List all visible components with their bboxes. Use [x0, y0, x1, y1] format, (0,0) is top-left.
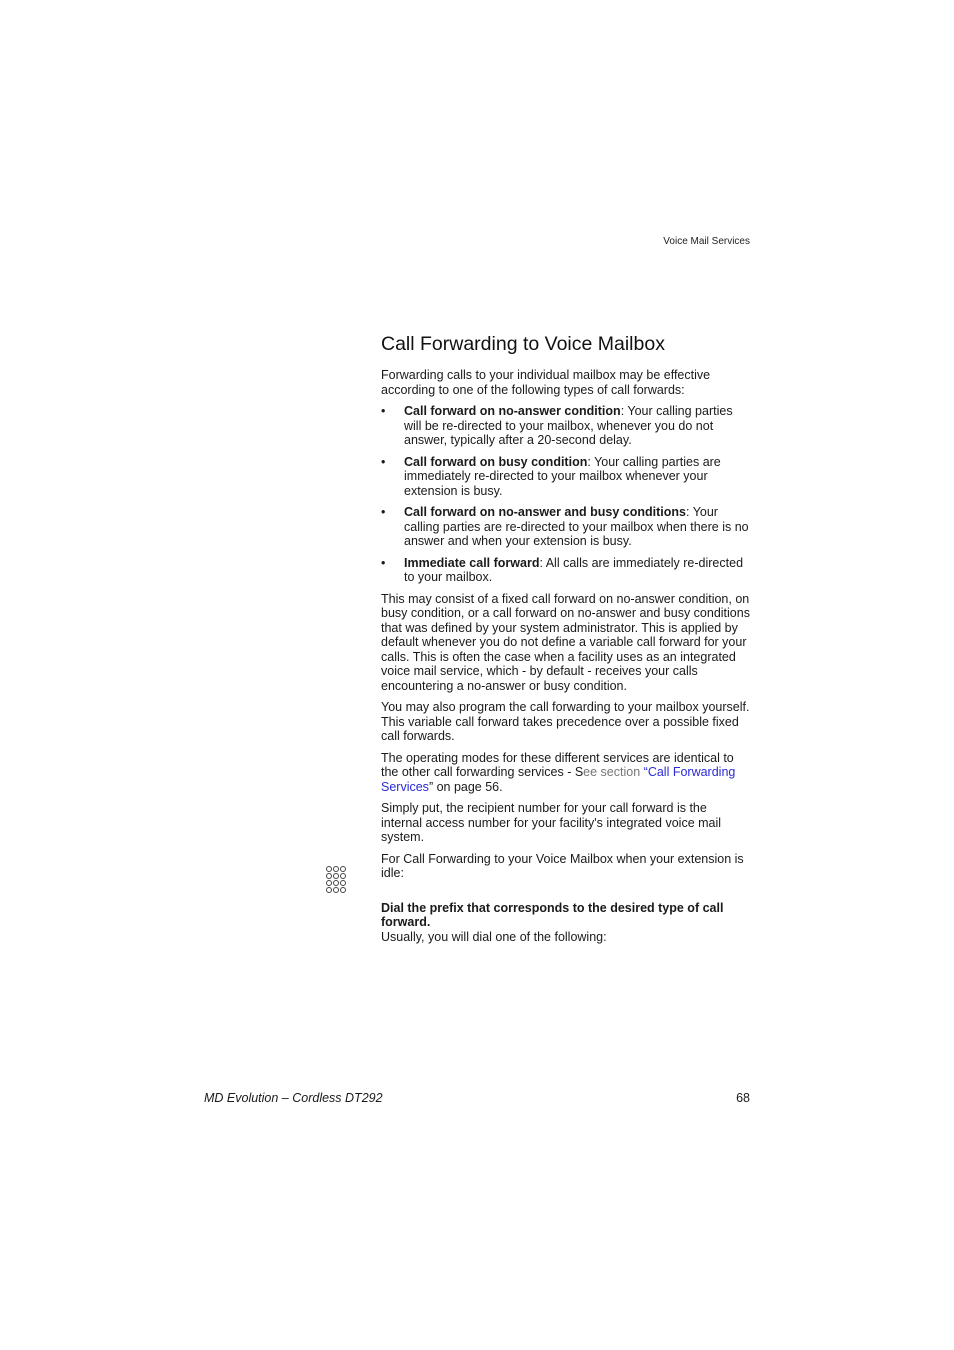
- footer-doc-title: MD Evolution – Cordless DT292: [204, 1091, 383, 1105]
- bullet-term: Call forward on no-answer condition: [404, 404, 621, 418]
- procedure-step: [381, 901, 751, 945]
- bullet: •: [381, 505, 386, 519]
- step-instruction: Dial the prefix that corresponds to the desired type of call forward.: [381, 900, 724, 929]
- list-item: [381, 404, 751, 448]
- call-forward-types-list: [381, 404, 751, 585]
- crossref-paragraph: [381, 751, 751, 795]
- body-paragraph: Simply put, the recipient number for your call forward is the internal access number for your facility's integrated voice mail system.: [381, 801, 722, 844]
- list-item: [381, 455, 751, 499]
- crossref-section-text: ee section: [583, 765, 644, 779]
- crossref-page-text: ” on page 56.: [428, 779, 503, 794]
- bullet-text: : Your calling parties are re-directed to your mailbox when there is no answer and when your extension is busy.: [404, 505, 749, 548]
- bullet: •: [381, 555, 386, 570]
- step-note: Usually, you will dial one of the following:: [381, 929, 607, 944]
- body-paragraph: You may also program the call forwarding to your mailbox yourself. This variable call forward takes precedence over a possible fixed call forwards.: [381, 700, 750, 743]
- bullet-term: Immediate call forward: [404, 555, 540, 570]
- crossref-text: The operating modes for these different services are identical to the other call forwarding services - S: [381, 750, 734, 779]
- bullet: •: [381, 404, 386, 418]
- bullet-text: : Your calling parties will be re-directed to your mailbox, whenever you do not answer, typically after a 20-second delay.: [404, 404, 733, 447]
- page-title: Call Forwarding to Voice Mailbox: [381, 333, 665, 355]
- body-paragraph: For Call Forwarding to your Voice Mailbox when your extension is idle:: [381, 851, 744, 880]
- keypad-icon: [326, 866, 350, 894]
- running-header: Voice Mail Services: [663, 236, 750, 247]
- body-paragraph: This may consist of a fixed call forward on no-answer condition, on busy condition, or a call forward on no-answer and busy conditions that was defined by your system administrator. This is applied by default whenever you do not define a variable call forward for your calls. This is often the case when a facility uses as an integrated voice mail service, which - by default - receives your calls encountering a no-answer or busy condition.: [381, 591, 750, 693]
- list-item: [381, 556, 751, 585]
- list-item: [381, 505, 751, 549]
- bullet: •: [381, 454, 386, 469]
- bullet-term: Call forward on busy condition: [404, 454, 588, 469]
- bullet-text: : All calls are immediately re-directed to your mailbox.: [404, 555, 744, 584]
- page-number: 68: [736, 1091, 750, 1105]
- crossref-link[interactable]: Call Forwarding Services: [381, 765, 736, 794]
- bullet-text: : Your calling parties are immediately re-directed to your mailbox whenever your extension is busy.: [404, 454, 721, 498]
- intro-paragraph: Forwarding calls to your individual mailbox may be effective according to one of the following types of call forwards:: [381, 368, 711, 397]
- crossref-quote-open: “: [643, 765, 648, 779]
- main-content: [381, 332, 751, 944]
- bullet-term: Call forward on no-answer and busy conditions: [404, 505, 686, 519]
